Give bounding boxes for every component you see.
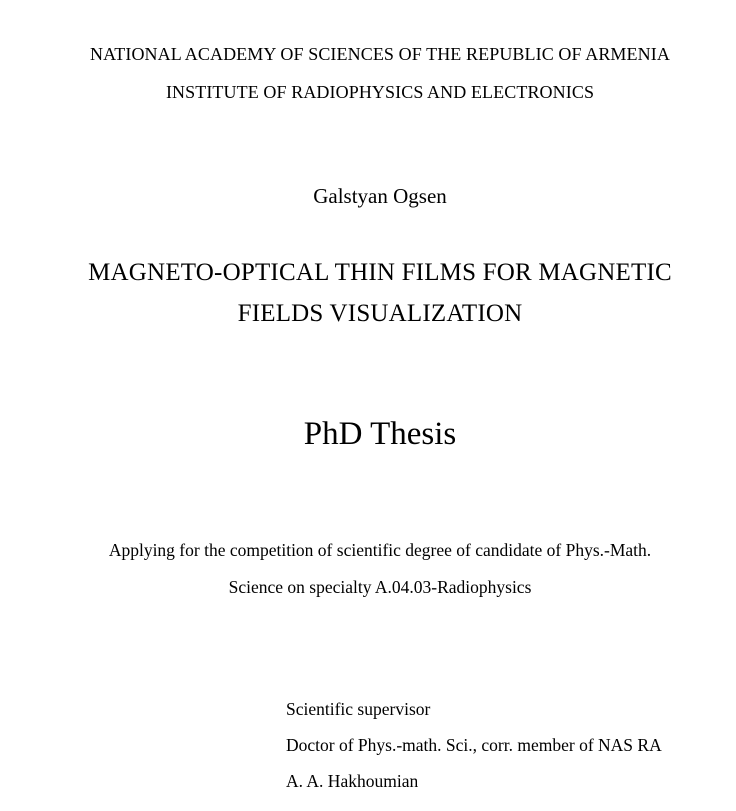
author-name: Galstyan Ogsen (313, 184, 447, 208)
academy-name: NATIONAL ACADEMY OF SCIENCES OF THE REPUBLIC OF ARMENIA (90, 44, 670, 64)
thesis-title-line-2: FIELDS VISUALIZATION (237, 300, 523, 327)
degree-heading: PhD Thesis (303, 416, 457, 452)
applying-line-1: Applying for the competition of scientific degree of candidate of Phys.-Math. (108, 540, 652, 560)
institute-name: INSTITUTE OF RADIOPHYSICS AND ELECTRONICS (165, 82, 595, 102)
supervisor-name: A. A. Hakhoumian (286, 771, 419, 791)
supervisor-role: Scientific supervisor (286, 699, 431, 719)
supervisor-credentials: Doctor of Phys.-math. Sci., corr. member of NAS RA (286, 735, 662, 755)
applying-line-2: Science on specialty A.04.03-Radiophysics (228, 577, 532, 597)
supervisor-block (286, 697, 726, 805)
thesis-title-line-1: MAGNETO-OPTICAL THIN FILMS FOR MAGNETIC (88, 259, 672, 286)
